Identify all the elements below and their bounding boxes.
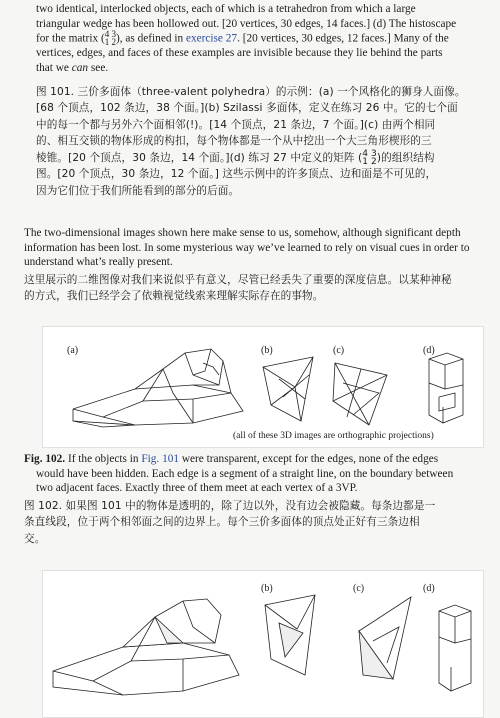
text-line: would have been hidden. Each edge is a segment of a straight line, on the boundary between [36,467,454,480]
body-chinese-paragraph [0,272,500,305]
text-line: [68 个顶点，102 条边，38 个面。](b) Szilassi 多面体，定义在练习 26 中。它的七个面 [36,102,458,115]
sphinx-wireframe [73,349,243,427]
text-line: The two-dimensional images shown here make sense to us, somehow, although significant depth [24,227,461,239]
text-line: understand what’s really present. [24,256,173,269]
exercise-27-link[interactable]: exercise 27 [185,32,238,45]
fig102-english-caption: Fig. 102. If the objects in Fig. 101 were transparent, except for the edges, none of the edges would have been hidden. Each edge is a segment of a straight line, on the boundary between two adjacent faces. Exactly three of them meet at each vertex of a 3VP. [0,452,500,496]
szilassi-wireframe [263,357,313,421]
figure-label-a: (a) [67,345,79,356]
body-english-paragraph [0,226,500,270]
fig101-chinese-caption: 图 101. 三价多面体（three-valent polyhedra）的示例：(a) 一个风格化的狮身人面像。 [68 个顶点，102 条边，38 个面。](b) Szilassi 多面体，定义在练习 26 中。它的七个面 中的每一个都与另外六个面相邻(!)。[14 个顶点，21 条边，7 个面。](c) 由两个相同 的、相互交锁的物体形成的构扣，每个物体都是一个从中挖出一个大三角形楔形的三 棱锥。[20 个顶点，30 条边，14 个面。](d) 练习 27 中定义的矩阵 (4 3 1 2)的组织结构 图。[20 个顶点，30 条边，12 个面。] 这些示例中的许多顶点、边和面是不可见的， 因为它们位于我们所能看到的部分的后面。 [0,84,500,199]
szilassi-solid [265,595,315,675]
interlocked-solid [359,597,411,679]
figure-102-panel [42,326,484,448]
figure-103-panel [42,570,484,718]
figure-label-c: (c) [353,583,365,594]
solid-illustrations [43,571,483,717]
text-line: vertices, edges, and faces of these examples are invisible because they lie behind the parts [36,47,443,60]
top-english-paragraph: two identical, interlocked objects, each of which is a tetrahedron from which a large triangular wedge has been hollowed out. [20 vertices, 30 edges, 14 faces.] (d) The histoscape for the matrix (4 3 1 2), as defined in exercise 27. [20 vertices, 30 edges, 12 faces.] Many of the vertices, edges, and faces of these examples are invisible because they lie behind the parts that we can see. [36,3,457,74]
histoscape-solid [439,605,471,691]
fig-101-link[interactable]: Fig. 101 [141,453,180,465]
histoscape-wireframe [429,353,463,423]
matrix: 4 3 1 2 [362,149,377,167]
text-line: 图 101. 三价多面体（three-valent polyhedra）的示例：(a) 一个风格化的狮身人面像。 [36,86,466,98]
figure-label-c: (c) [333,345,345,356]
text-line: 这里展示的二维图像对我们来说似乎有意义，尽管已经丢失了重要的深度信息。以某种神秘 [24,274,452,286]
text-line: 条直线段，位于两个相邻面之间的边界上。每个三价多面体的顶点处正好有三条边相 [24,516,420,529]
text-line: two identical, interlocked objects, each of which is a tetrahedron from which a large [36,3,416,15]
figure-label-b: (b) [261,345,273,356]
projection-note: (all of these 3D images are orthographic projections) [233,431,434,441]
fig102-chinese-caption [0,498,500,547]
figure-label-d: (d) [423,583,435,594]
interlocked-wireframe [333,363,387,425]
text-line: for the matrix [36,32,99,45]
text-line: 的方式，我们已经学会了依赖视觉线索来理解实际存在的事物。 [24,290,324,303]
text-line: triangular wedge has been hollowed out. [20 vertices, 30 edges, 14 faces.] (d) The histoscape [36,17,457,30]
text-line: information has been lost. In some mysterious way we’ve learned to rely on visual cues in order to [24,241,470,254]
text-line: 图 102. 如果图 101 中的物体是透明的，除了边以外，没有边会被隐藏。每条边都是一 [24,500,436,512]
text-line: 图。[20 个顶点，30 条边，12 个面。] 这些示例中的许多顶点、边和面是不可见的， [36,168,437,181]
figure-label-d: (d) [423,345,435,356]
figure-label-b: (b) [261,583,273,594]
text-line: 中的每一个都与另外六个面相邻(!)。[14 个顶点，21 条边，7 个面。](c) 由两个相同 [36,118,436,131]
text-line: two adjacent faces. Exactly three of them meet at each vertex of a 3VP. [36,482,358,495]
wireframe-illustrations [43,327,483,447]
sphinx-solid [53,599,239,695]
text-line: 因为它们位于我们所能看到的部分的后面。 [36,184,240,197]
matrix: 4 3 1 2 [104,29,116,47]
text-line: 交。 [24,532,46,545]
text-line: 的、相互交锁的物体形成的构扣，每个物体都是一个从中挖出一个大三角形楔形的三 [36,135,432,148]
